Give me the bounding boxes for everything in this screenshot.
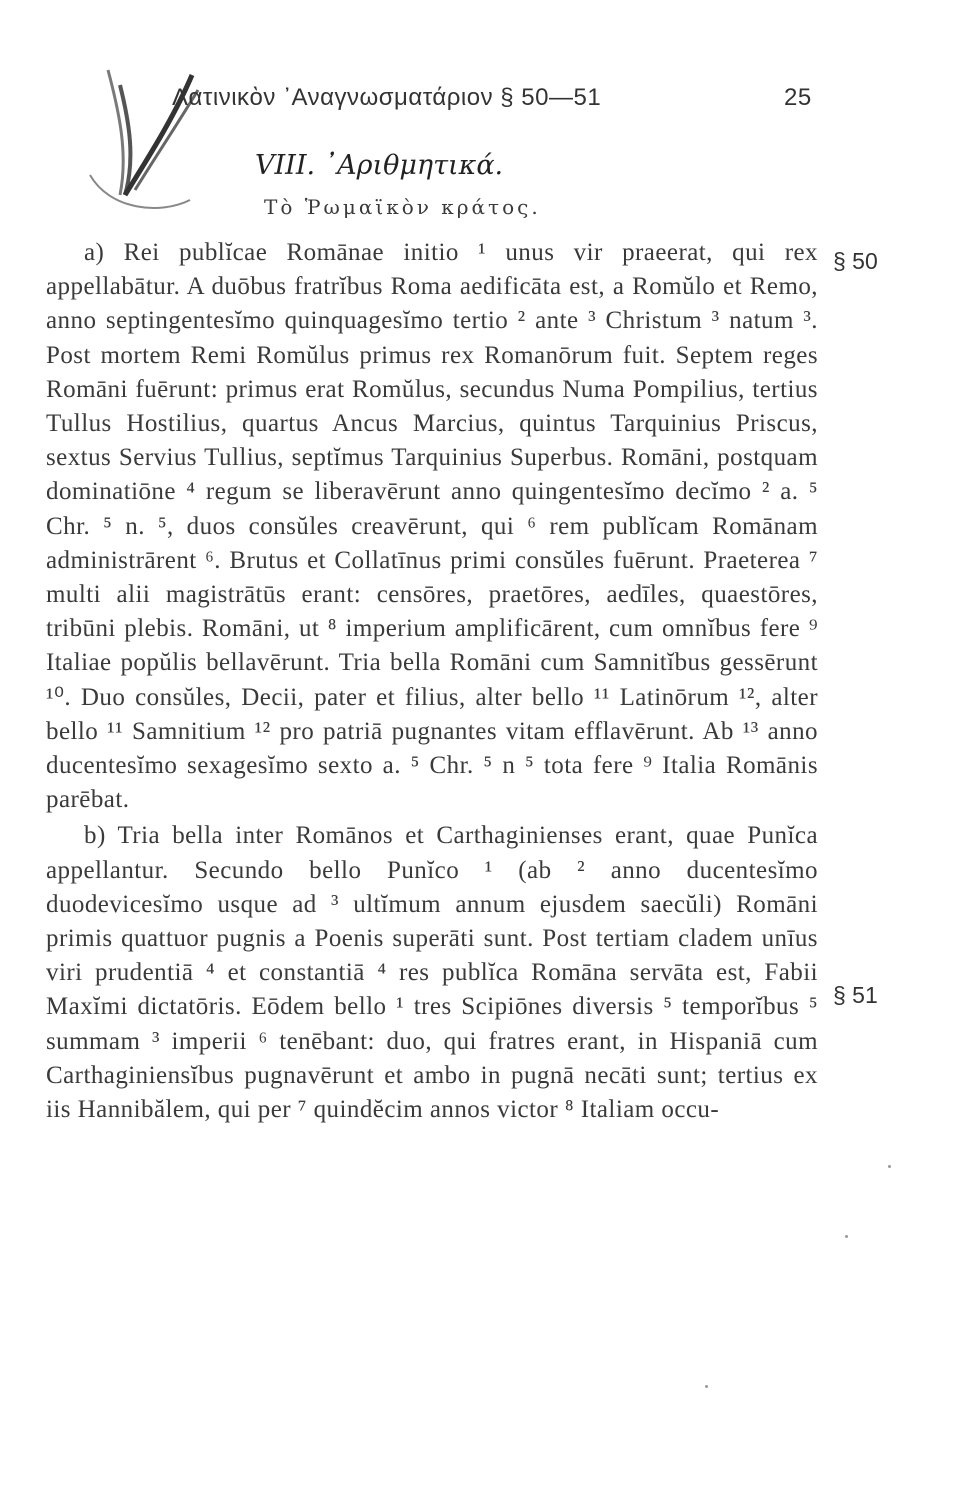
- page-number: 25: [784, 84, 812, 111]
- speck: [888, 1165, 891, 1168]
- running-title: Λατινικὸν ᾿Αναγνωσματάριον § 50—51: [172, 84, 602, 111]
- section-mark-50: § 50: [833, 248, 878, 274]
- running-header: [172, 84, 822, 112]
- pencil-mark-icon: [80, 45, 210, 215]
- speck: [845, 1235, 848, 1238]
- paragraph-a: a) Rei publĭcae Romānae initio ¹ unus vir praeerat, qui rex appellabātur. A duōbus fratrĭbus Roma aedificāta est, a Romŭlo et Remo, anno septingentesĭmo quinquagesĭmo tertio ² ante ³ Christum ³ natum ³. Post mortem Remi Romŭlus primus rex Romanōrum fuit. Septem reges Romāni fuērunt: primus erat Romŭlus, secundus Numa Pompilius, tertius Tullus Hostilius, quartus Ancus Marcius, quintus Tarquinius Priscus, sextus Servius Tullius, septĭmus Tarquinius Superbus. Romāni, postquam dominatiōne ⁴ regum se liberavērunt anno quingentesĭmo decĭmo ² a. ⁵ Chr. ⁵ n. ⁵, duos consŭles creavērunt, qui ⁶ rem publĭcam Romānam administrārent ⁶. Brutus et Collatīnus primi consŭles fuērunt. Praeterea ⁷ multi alii magistrātūs erant: censōres, praetōres, aedīles, quaestōres, tribūni plebis. Romāni, ut ⁸ imperium amplificārent, cum omnĭbus fere ⁹ Italiae popŭlis bellavērunt. Tria bella Romāni cum Samnitĭbus gessērunt ¹⁰. Duo consŭles, Decii, pater et filius, alter bello ¹¹ Latinōrum ¹², alter bello ¹¹ Samnitium ¹² pro patriā pugnantes vitam efflavērunt. Ab ¹³ anno ducentesĭmo sexagesĭmo sexto a. ⁵ Chr. ⁵ n ⁵ tota fere ⁹ Italia Romānis parēbat.: [46, 239, 818, 814]
- section-mark-51: § 51: [833, 982, 878, 1008]
- chapter-subtitle: Τὸ Ῥωμαϊκὸν κράτος.: [264, 195, 541, 219]
- body-text: [46, 236, 818, 1127]
- paragraph-b: b) Tria bella inter Romānos et Carthaginienses erant, quae Punĭca appellantur. Secundo bello Punĭco ¹ (ab ² anno ducentesĭmo duodevicesĭmo usque ad ³ ultĭmum annum ejusdem saecŭli) Romāni primis quattuor pugnis a Poenis superāti sunt. Post tertiam cladem unīus viri prudentiā ⁴ et constantiā ⁴ res publĭca Romāna servāta est, Fabii Maxĭmi dictatōris. Eōdem bello ¹ tres Scipiōnes diversis ⁵ temporĭbus ⁵ summam ³ imperii ⁶ tenēbant: duo, qui fratres erant, in Hispaniā cum Carthaginiensĭbus pugnavērunt et ambo in pugnā necāti sunt; tertius ex iis Hannibălem, qui per ⁷ quindĕcim annos victor ⁸ Italiam occu-: [46, 822, 818, 1124]
- chapter-title: VIII. ᾿Αριθμητικά.: [255, 150, 504, 181]
- speck: [705, 1385, 708, 1388]
